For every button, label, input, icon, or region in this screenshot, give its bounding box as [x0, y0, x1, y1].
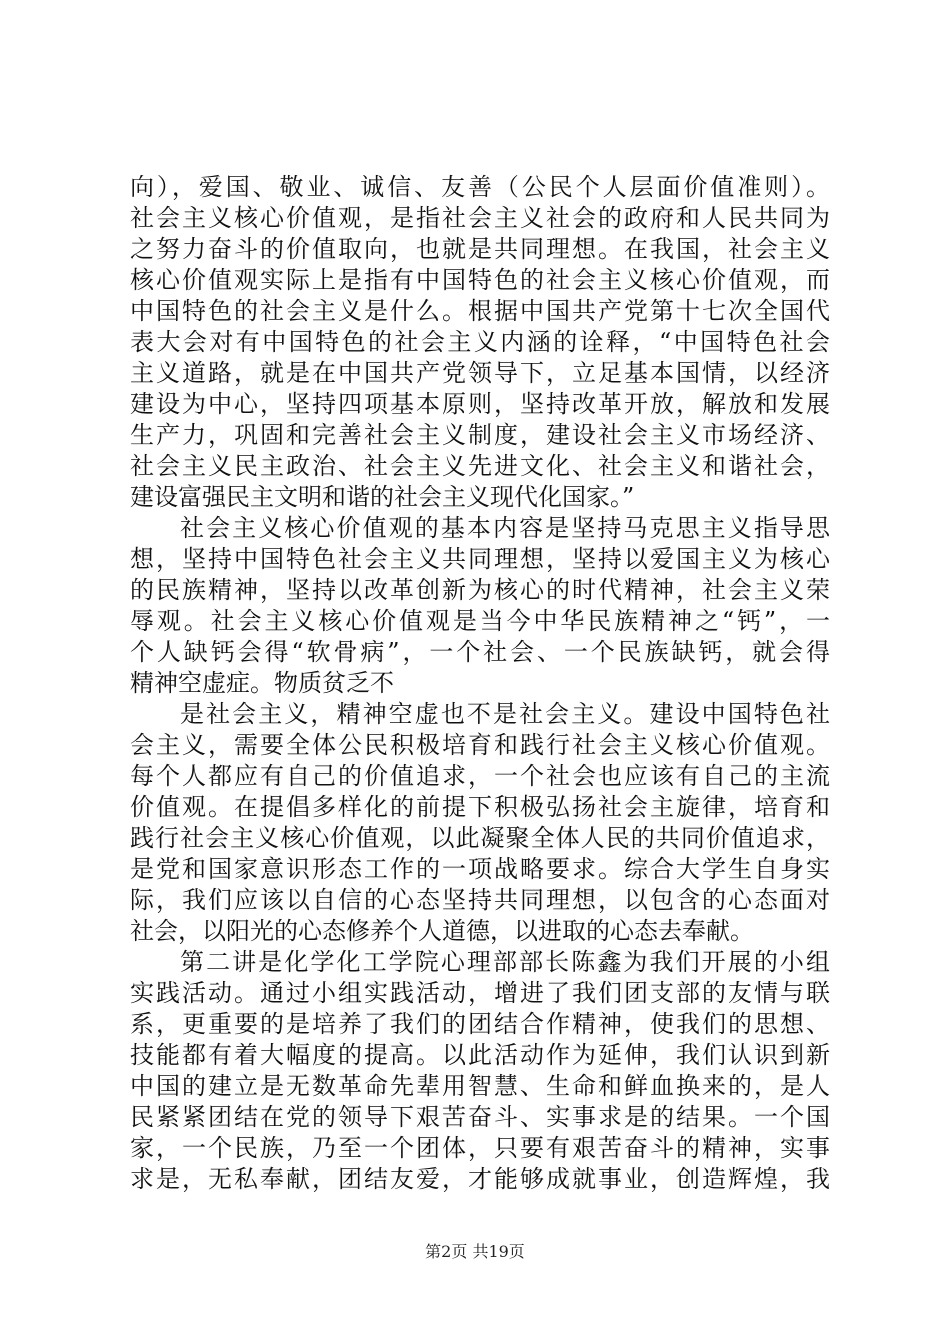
- paragraph-start-line: 第二讲是化学化工学院心理部部长陈鑫为我们开展的小组: [180, 948, 830, 976]
- paragraph-start-line: 社会主义核心价值观的基本内容是坚持马克思主义指导思: [180, 514, 830, 542]
- text-line: 精神空虚症。物质贫乏不: [130, 669, 394, 697]
- text-line: 主义道路，就是在中国共产党领导下，立足基本国情，以经济: [130, 359, 830, 387]
- text-line: 建设为中心，坚持四项基本原则，坚持改革开放，解放和发展: [130, 390, 830, 418]
- text-line: 价值观。在提倡多样化的前提下积极弘扬社会主旋律，培育和: [130, 793, 830, 821]
- text-line: 技能都有着大幅度的提高。以此活动作为延伸，我们认识到新: [130, 1041, 830, 1069]
- text-line: 向），爱国、敬业、诚信、友善（公民个人层面价值准则）。: [130, 173, 830, 201]
- text-line: 的民族精神，坚持以改革创新为核心的时代精神，社会主义荣: [130, 576, 830, 604]
- text-line: 系，更重要的是培养了我们的团结合作精神，使我们的思想、: [130, 1010, 830, 1038]
- text-line: 会主义，需要全体公民积极培育和践行社会主义核心价值观。: [130, 731, 830, 759]
- text-line: 家，一个民族，乃至一个团体，只要有艰苦奋斗的精神，实事: [130, 1134, 830, 1162]
- text-line: 社会，以阳光的心态修养个人道德，以进取的心态去奉献。: [130, 917, 754, 945]
- text-line: 中国的建立是无数革命先辈用智慧、生命和鲜血换来的，是人: [130, 1072, 830, 1100]
- text-line: 践行社会主义核心价值观，以此凝聚全体人民的共同价值追求，: [130, 824, 830, 852]
- text-line: 是党和国家意识形态工作的一项战略要求。综合大学生自身实: [130, 855, 830, 883]
- text-line: 社会主义民主政治、社会主义先进文化、社会主义和谐社会，: [130, 452, 830, 480]
- text-line: 中国特色的社会主义是什么。根据中国共产党第十七次全国代: [130, 297, 830, 325]
- paragraph-start-line: 是社会主义，精神空虚也不是社会主义。建设中国特色社: [180, 700, 830, 728]
- text-line: 每个人都应有自己的价值追求，一个社会也应该有自己的主流: [130, 762, 830, 790]
- text-line: 社会主义核心价值观，是指社会主义社会的政府和人民共同为: [130, 204, 830, 232]
- text-line: 想，坚持中国特色社会主义共同理想，坚持以爱国主义为核心: [130, 545, 830, 573]
- text-line: 求是，无私奉献，团结友爱，才能够成就事业，创造辉煌，我: [130, 1165, 830, 1193]
- text-line: 建设富强民主文明和谐的社会主义现代化国家。”: [130, 483, 635, 511]
- text-line: 表大会对有中国特色的社会主义内涵的诠释，“中国特色社会: [130, 328, 830, 356]
- text-line: 个人缺钙会得“软骨病”，一个社会、一个民族缺钙，就会得: [130, 638, 830, 666]
- text-line: 之努力奋斗的价值取向，也就是共同理想。在我国，社会主义: [130, 235, 830, 263]
- text-line: 生产力，巩固和完善社会主义制度，建设社会主义市场经济、: [130, 421, 830, 449]
- document-body: [130, 172, 830, 1195]
- text-line: 民紧紧团结在党的领导下艰苦奋斗、实事求是的结果。一个国: [130, 1103, 830, 1131]
- text-line: 核心价值观实际上是指有中国特色的社会主义核心价值观，而: [130, 266, 830, 294]
- text-line: 辱观。社会主义核心价值观是当今中华民族精神之“钙”，一: [130, 607, 830, 635]
- text-line: 实践活动。通过小组实践活动，增进了我们团支部的友情与联: [130, 979, 830, 1007]
- text-line: 际，我们应该以自信的心态坚持共同理想，以包含的心态面对: [130, 886, 830, 914]
- page-number-footer: 第2页 共19页: [425, 1242, 525, 1261]
